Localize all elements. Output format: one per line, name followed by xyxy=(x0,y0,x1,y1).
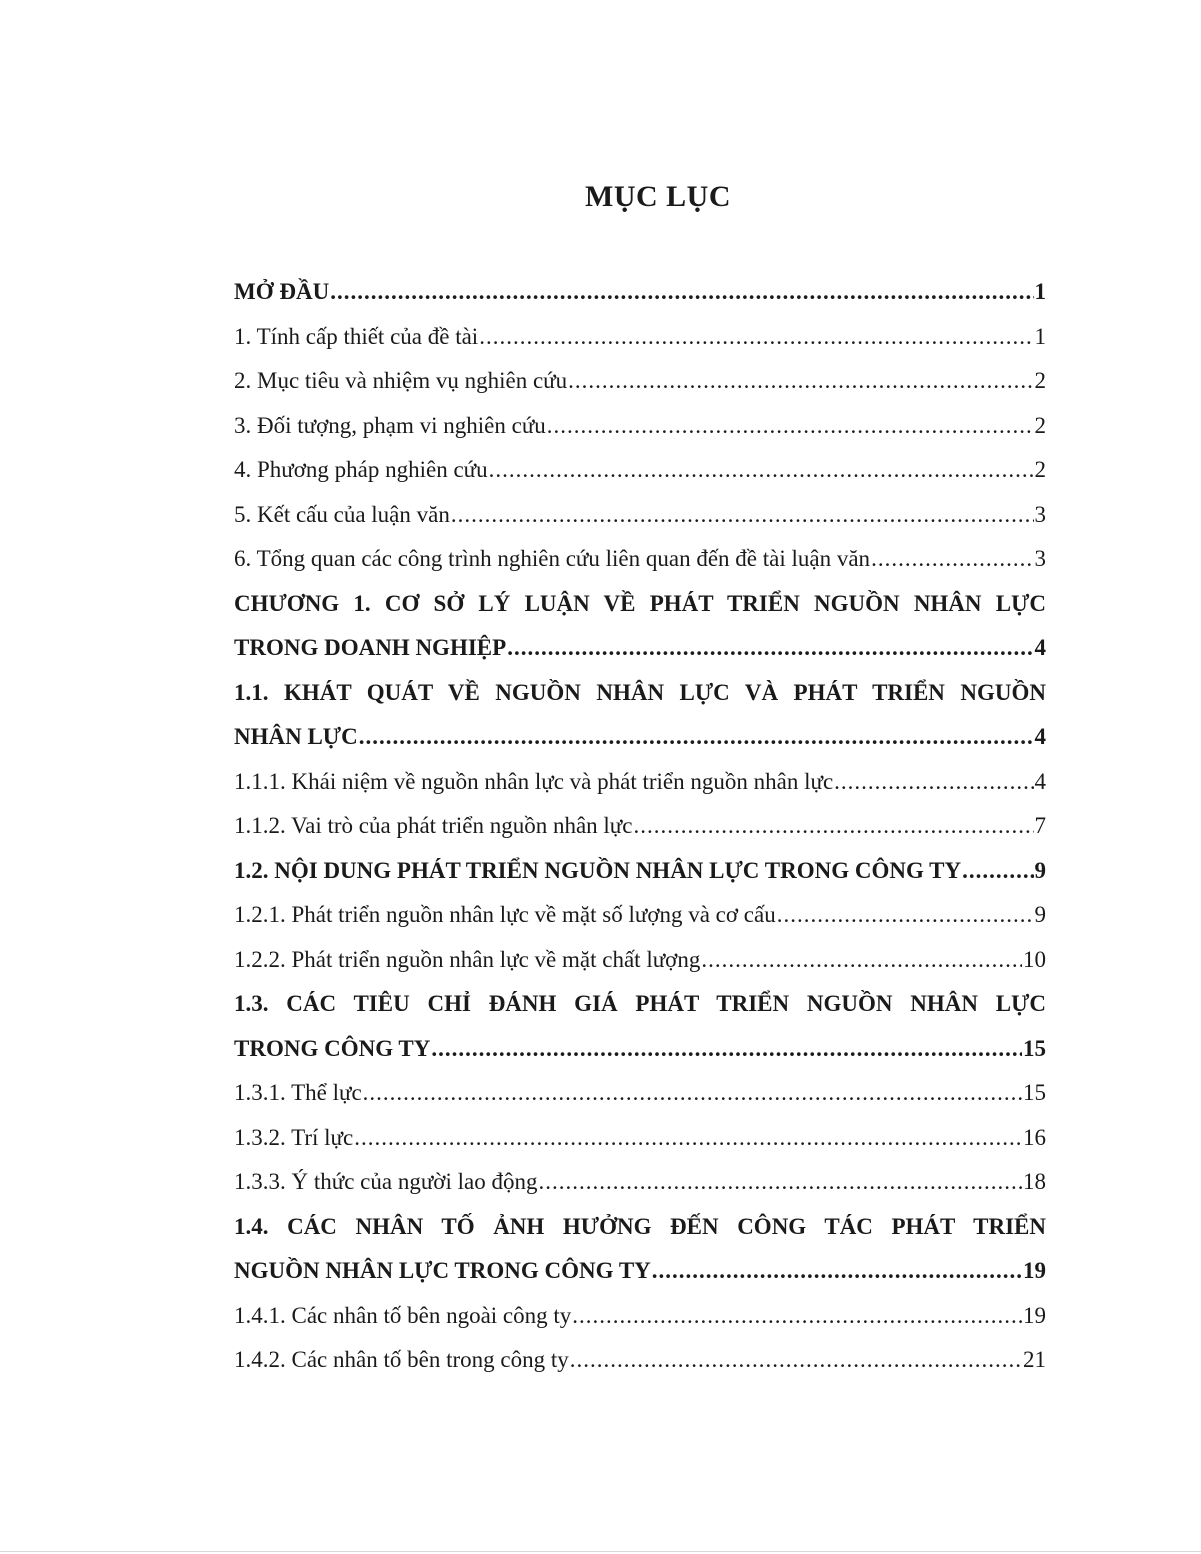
toc-entry-1-1-1[interactable] xyxy=(234,760,1046,805)
toc-entry-page: 15 xyxy=(1023,1035,1046,1061)
dot-leader xyxy=(354,1116,1022,1161)
toc-entry-3[interactable] xyxy=(234,404,1046,449)
toc-entry-label: 1.4.1. Các nhân tố bên ngoài công ty xyxy=(234,1302,572,1328)
dot-leader xyxy=(363,1071,1022,1116)
toc-entry-mo-dau[interactable] xyxy=(234,270,1046,315)
toc-entry-page: 1 xyxy=(1034,323,1046,349)
toc-entry-label: NGUỒN NHÂN LỰC TRONG CÔNG TY xyxy=(234,1258,651,1283)
toc-entry-chuong-1[interactable] xyxy=(234,626,1046,671)
toc-entry-page: 15 xyxy=(1023,1080,1046,1105)
toc-entry-page: 4 xyxy=(1034,635,1046,660)
toc-entry-1-4[interactable] xyxy=(234,1249,1046,1294)
toc-entry-label: 6. Tổng quan các công trình nghiên cứu liên quan đến đề tài luận văn xyxy=(234,546,871,571)
toc-entry-1-3-3[interactable] xyxy=(234,1160,1046,1205)
dot-leader xyxy=(359,715,1034,760)
toc-entry-page: 1 xyxy=(1034,279,1046,304)
dot-leader xyxy=(633,804,1033,849)
dot-leader xyxy=(330,270,1033,315)
toc-entry-label: 3. Đối tượng, phạm vi nghiên cứu xyxy=(234,412,546,438)
toc-entry-1-4-line-1[interactable]: 1.4. CÁC NHÂN TỐ ẢNH HƯỞNG ĐẾN CÔNG TÁC PHÁT TRIỂN xyxy=(234,1213,1046,1239)
toc-entry-page: 4 xyxy=(1034,724,1046,749)
toc-entry-1-2-1[interactable] xyxy=(234,893,1046,938)
toc-entry-page: 4 xyxy=(1034,768,1046,794)
toc-entry-label: 1.3.2. Trí lực xyxy=(234,1124,354,1150)
toc-entry-page: 18 xyxy=(1023,1169,1046,1194)
toc-entry-page: 19 xyxy=(1023,1258,1046,1283)
toc-entry-label: 1.3.1. Thể lực xyxy=(234,1080,362,1105)
table-of-contents xyxy=(234,270,1046,1383)
toc-entry-4[interactable] xyxy=(234,448,1046,493)
toc-entry-page: 19 xyxy=(1023,1302,1046,1328)
toc-entry-label: TRONG DOANH NGHIỆP xyxy=(234,635,507,660)
dot-leader xyxy=(777,893,1034,938)
toc-entry-label: 1.4.2. Các nhân tố bên trong công ty xyxy=(234,1347,569,1372)
dot-leader xyxy=(962,849,1033,894)
toc-entry-1-3[interactable] xyxy=(234,1027,1046,1072)
toc-entry-label: 1.2. NỘI DUNG PHÁT TRIỂN NGUỒN NHÂN LỰC TRONG CÔNG TY xyxy=(234,857,962,883)
dot-leader xyxy=(834,760,1033,805)
page-bottom-edge xyxy=(0,1551,1201,1552)
toc-entry-1-3-2[interactable] xyxy=(234,1116,1046,1161)
toc-entry-label: TRONG CÔNG TY xyxy=(234,1035,431,1061)
dot-leader xyxy=(871,537,1033,582)
toc-entry-page: 10 xyxy=(1023,946,1046,972)
toc-entry-1-2[interactable] xyxy=(234,849,1046,894)
toc-entry-1[interactable] xyxy=(234,315,1046,360)
toc-entry-label: 1.2.2. Phát triển nguồn nhân lực về mặt chất lượng xyxy=(234,946,701,972)
dot-leader xyxy=(572,1294,1022,1339)
dot-leader xyxy=(547,404,1034,449)
toc-entry-page: 3 xyxy=(1034,546,1046,571)
toc-entry-1-1-2[interactable] xyxy=(234,804,1046,849)
toc-entry-page: 9 xyxy=(1034,902,1046,927)
toc-entry-label: MỞ ĐẦU xyxy=(234,279,330,304)
dot-leader xyxy=(570,1338,1022,1383)
toc-entry-label: 1.1.1. Khái niệm về nguồn nhân lực và phát triển nguồn nhân lực xyxy=(234,768,834,794)
toc-entry-page: 3 xyxy=(1034,501,1046,527)
toc-entry-chuong-1-line-1[interactable]: CHƯƠNG 1. CƠ SỞ LÝ LUẬN VỀ PHÁT TRIỂN NGUỒN NHÂN LỰC xyxy=(234,590,1046,616)
toc-entry-label: 5. Kết cấu của luận văn xyxy=(234,501,450,527)
toc-entry-label: 2. Mục tiêu và nhiệm vụ nghiên cứu xyxy=(234,368,568,393)
toc-entry-label: 1. Tính cấp thiết của đề tài xyxy=(234,323,479,349)
dot-leader xyxy=(701,938,1022,983)
dot-leader xyxy=(479,315,1033,360)
toc-entry-1-1-line-1[interactable]: 1.1. KHÁT QUÁT VỀ NGUỒN NHÂN LỰC VÀ PHÁT TRIỂN NGUỒN xyxy=(234,679,1046,705)
toc-entry-page: 16 xyxy=(1023,1124,1046,1150)
toc-entry-1-3-1[interactable] xyxy=(234,1071,1046,1116)
toc-entry-page: 2 xyxy=(1034,457,1046,482)
dot-leader xyxy=(538,1160,1022,1205)
toc-entry-label: 1.3.3. Ý thức của người lao động xyxy=(234,1169,538,1194)
dot-leader xyxy=(431,1027,1022,1072)
toc-entry-1-2-2[interactable] xyxy=(234,938,1046,983)
dot-leader xyxy=(507,626,1033,671)
toc-entry-page: 9 xyxy=(1034,857,1046,883)
toc-entry-5[interactable] xyxy=(234,493,1046,538)
toc-entry-2[interactable] xyxy=(234,359,1046,404)
toc-entry-1-1[interactable] xyxy=(234,715,1046,760)
toc-title: MỤC LỤC xyxy=(585,180,731,213)
dot-leader xyxy=(652,1249,1022,1294)
toc-entry-label: NHÂN LỰC xyxy=(234,724,358,749)
toc-entry-1-4-1[interactable] xyxy=(234,1294,1046,1339)
toc-entry-page: 2 xyxy=(1034,368,1046,393)
dot-leader xyxy=(451,493,1034,538)
toc-entry-label: 1.1.2. Vai trò của phát triển nguồn nhân lực xyxy=(234,813,633,838)
toc-entry-1-3-line-1[interactable]: 1.3. CÁC TIÊU CHỈ ĐÁNH GIÁ PHÁT TRIỂN NGUỒN NHÂN LỰC xyxy=(234,991,1046,1016)
dot-leader xyxy=(489,448,1034,493)
toc-entry-page: 7 xyxy=(1034,813,1046,838)
toc-entry-6[interactable] xyxy=(234,537,1046,582)
dot-leader xyxy=(568,359,1033,404)
toc-entry-page: 2 xyxy=(1034,412,1046,438)
toc-entry-1-4-2[interactable] xyxy=(234,1338,1046,1383)
toc-entry-label: 1.2.1. Phát triển nguồn nhân lực về mặt số lượng và cơ cấu xyxy=(234,902,776,927)
toc-entry-label: 4. Phương pháp nghiên cứu xyxy=(234,457,488,482)
toc-entry-page: 21 xyxy=(1023,1347,1046,1372)
